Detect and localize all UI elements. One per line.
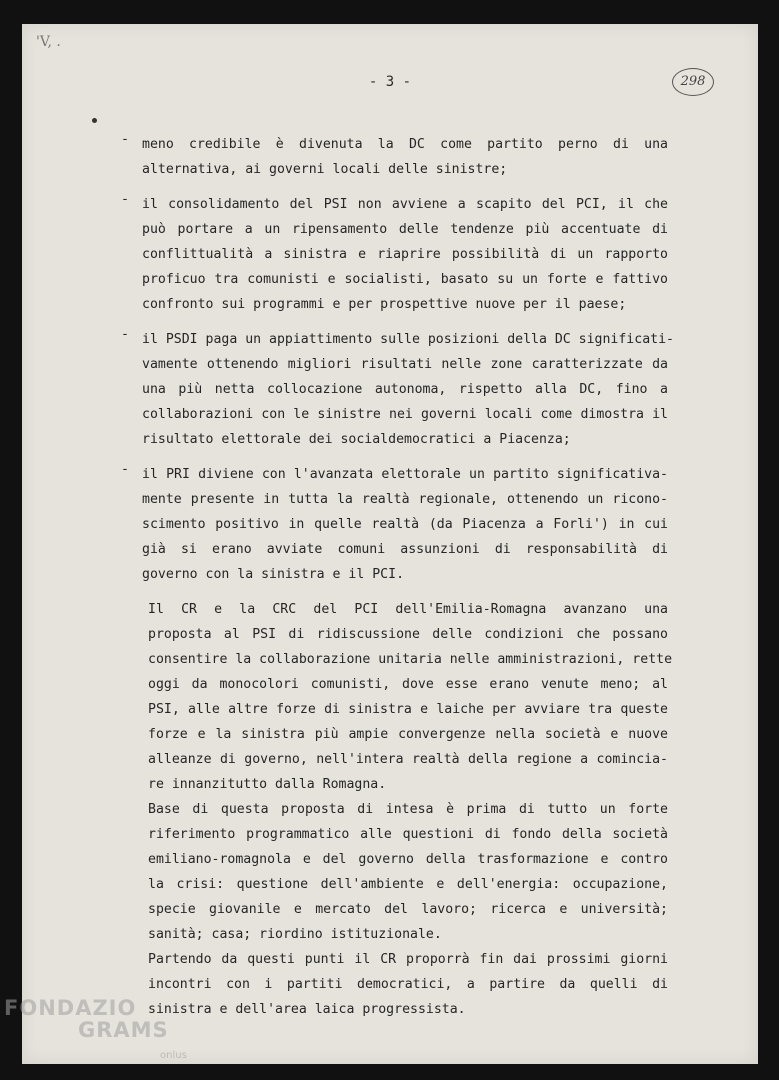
paragraph — [128, 947, 668, 1022]
text-line: governo con la sinistra e il PCI. — [142, 567, 405, 582]
text-line: la crisi: questione dell'ambiente e dell'energia: occupazione, — [148, 877, 668, 892]
paragraph — [128, 797, 668, 947]
text-line: consentire la collaborazione unitaria nelle amministrazioni, rette — [148, 652, 673, 667]
watermark-line-2: GRAMS — [78, 1018, 169, 1042]
text-line: Base di questa proposta di intesa è prima di tutto un forte — [148, 802, 668, 817]
text-line: il PSDI paga un appiattimento sulle posizioni della DC significati- — [142, 332, 674, 347]
bullet-item — [121, 192, 668, 317]
bullet-item — [121, 132, 668, 182]
text-line: Il CR e la CRC del PCI dell'Emilia-Romagna avanzano una — [148, 602, 668, 617]
text-line: incontri con i partiti democratici, a partire da quelli di — [148, 977, 668, 992]
text-line: alternativa, ai governi locali delle sinistre; — [142, 162, 508, 177]
text-line: collaborazioni con le sinistre nei governi locali come dimostra il — [142, 407, 668, 422]
text-line: meno credibile è divenuta la DC come partito perno di una — [142, 137, 668, 152]
watermark-sub: onlus — [160, 1050, 187, 1061]
text-line: alleanze di governo, nell'intera realtà della regione a comincia- — [148, 752, 668, 767]
bullet-dash: - — [121, 132, 129, 147]
page-number: - 3 - — [368, 74, 412, 90]
bullet-dash: - — [121, 462, 129, 477]
text-line: sanità; casa; riordino istituzionale. — [148, 927, 442, 942]
text-line: risultato elettorale dei socialdemocratici a Piacenza; — [142, 432, 571, 447]
text-line: proposta al PSI di ridiscussione delle condizioni che possano — [148, 627, 668, 642]
text-line: PSI, alle altre forze di sinistra e laiche per avviare tra queste — [148, 702, 668, 717]
corner-handwritten-mark: 'V, . — [36, 34, 61, 50]
text-line: confronto sui programmi e per prospettive nuove per il paese; — [142, 297, 627, 312]
bullet-dash: - — [121, 192, 129, 207]
paragraph — [128, 597, 673, 797]
bullet-item — [121, 327, 674, 452]
text-line: oggi da monocolori comunisti, dove esse erano venute meno; al — [148, 677, 668, 692]
text-line: già si erano avviate comuni assunzioni di responsabilità di — [142, 542, 668, 557]
document-body — [121, 132, 674, 1022]
text-line: riferimento programmatico alle questioni di fondo della società — [148, 827, 668, 842]
text-line: scimento positivo in quelle realtà (da Piacenza a Forli') in cui — [142, 517, 668, 532]
text-line: una più netta collocazione autonoma, rispetto alla DC, fino a — [142, 382, 668, 397]
text-line: forze e la sinistra più ampie convergenze nella società e nuove — [148, 727, 668, 742]
text-line: può portare a un ripensamento delle tendenze più accentuate di — [142, 222, 668, 237]
archive-number-stamp: 298 — [672, 68, 714, 96]
watermark-line-1: FONDAZIO — [4, 996, 137, 1020]
text-line: Partendo da questi punti il CR proporrà fin dai prossimi giorni — [148, 952, 668, 967]
text-line: sinistra e dell'area laica progressista. — [148, 1002, 466, 1017]
text-line: re innanzitutto dalla Romagna. — [148, 777, 387, 792]
text-line: vamente ottenendo migliori risultati nelle zone caratterizzate da — [142, 357, 668, 372]
text-line: specie giovanile e mercato del lavoro; ricerca e università; — [148, 902, 668, 917]
text-line: il consolidamento del PSI non avviene a scapito del PCI, il che — [142, 197, 668, 212]
bullet-list — [121, 132, 674, 587]
paragraph-list — [128, 597, 673, 1022]
bullet-dash: - — [121, 327, 129, 342]
text-line: mente presente in tutta la realtà regionale, ottenendo un ricono- — [142, 492, 668, 507]
text-line: proficuo tra comunisti e socialisti, basato su un forte e fattivo — [142, 272, 668, 287]
text-line: il PRI diviene con l'avanzata elettorale un partito significativa- — [142, 467, 668, 482]
ink-dot — [92, 118, 97, 123]
text-line: emiliano-romagnola e del governo della trasformazione e contro — [148, 852, 668, 867]
document-page — [22, 24, 758, 1064]
text-line: conflittualità a sinistra e riaprire possibilità di un rapporto — [142, 247, 668, 262]
bullet-item — [121, 462, 668, 587]
